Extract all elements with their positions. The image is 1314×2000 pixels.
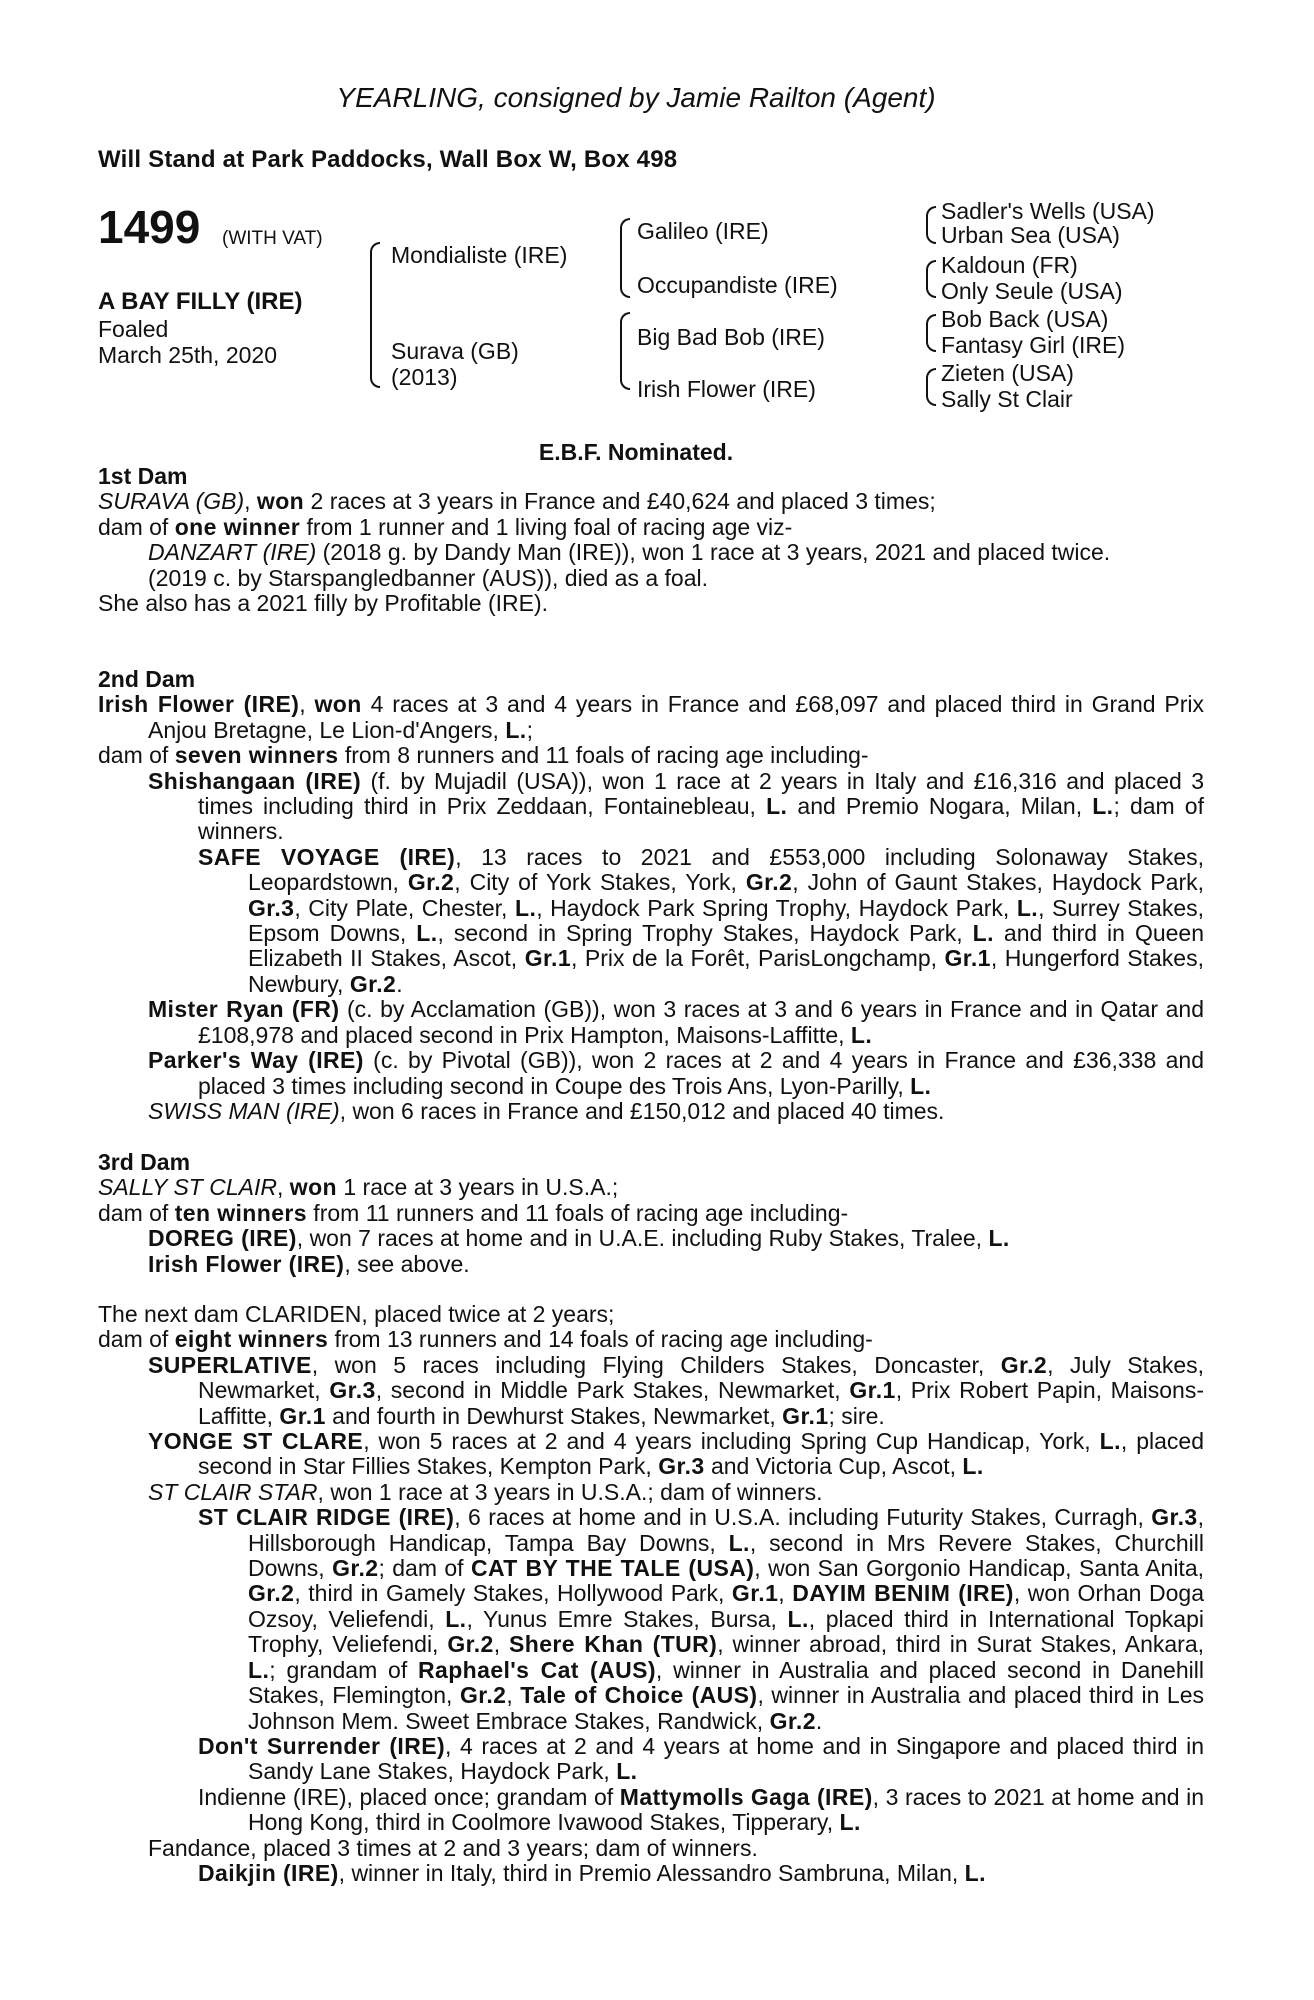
produce-entry: YONGE ST CLARE, won 5 races at 2 and 4 years including Spring Cup Handicap, York, L., placed second in Star Fillies Stakes, Kempton Park, Gr.3 and Victoria Cup, Ascot, L. — [148, 1428, 1205, 1480]
produce-entry: ST CLAIR RIDGE (IRE), 6 races at home and in U.S.A. including Futurity Stakes, Curragh, Gr.3, Hillsborough Handicap, Tampa Bay Downs, L., second in Mrs Revere Stakes, Churchill Downs, Gr.2; dam of CAT BY THE TALE (USA), won San Gorgonio Handicap, Santa Anita, Gr.2, third in Gamely Stakes, Hollywood Park, Gr.1, DAYIM BENIM (IRE), won Orhan Doga Ozsoy, Veliefendi, L., Yunus Emre Stakes, Bursa, L., placed third in International Topkapi Trophy, Veliefendi, Gr.2, Shere Khan (TUR), winner abroad, third in Surat Stakes, Ankara, L.; grandam of Raphael's Cat (AUS), winner in Australia and placed second in Danehill Stakes, Flemington, Gr.2, Tale of Choice (AUS), winner in Australia and placed third in Les Johnson Mem. Sweet Embrace Stakes, Randwick, Gr.2. — [198, 1504, 1205, 1734]
horse-name: A BAY FILLY (IRE) — [98, 288, 303, 315]
sire-dam: Occupandiste (IRE) — [637, 272, 838, 298]
dam-produce-summary: dam of eight winners from 13 runners and 14 foals of racing age including- — [98, 1326, 873, 1353]
produce-entry: (2019 c. by Starspangledbanner (AUS)), died as a foal. — [148, 564, 708, 591]
produce-entry: Fandance, placed 3 times at 2 and 3 years; dam of winners. — [148, 1834, 758, 1861]
produce-entry: Shishangaan (IRE) (f. by Mujadil (USA)), won 1 race at 2 years in Italy and £16,316 and placed 3 times including third in Prix Zeddaan, Fontainebleau, L. and Premio Nogara, Milan, L.; dam of winners. — [148, 767, 1204, 845]
pedigree-brace — [926, 260, 936, 298]
produce-entry: SUPERLATIVE, won 5 races including Flying Childers Stakes, Doncaster, Gr.2, July Stakes, Newmarket, Gr.3, second in Middle Park Stakes, Newmarket, Gr.1, Prix Robert Papin, Maisons-Laffitte, Gr.1 and fourth in Dewhurst Stakes, Newmarket, Gr.1; sire. — [148, 1351, 1204, 1429]
section-heading: 3rd Dam — [98, 1149, 191, 1175]
ebf-note-block — [98, 440, 1204, 465]
dam-sire: Big Bad Bob (IRE) — [637, 324, 825, 350]
sire-dam-sire: Kaldoun (FR) — [941, 252, 1078, 278]
dam-record: SALLY ST CLAIR, won 1 race at 3 years in U.S.A.; — [98, 1174, 619, 1201]
dam-produce-summary: dam of one winner from 1 runner and 1 living foal of racing age viz- — [98, 513, 793, 540]
pedigree-brace — [926, 368, 936, 406]
foaled-label: Foaled — [98, 316, 169, 342]
sire-sire: Galileo (IRE) — [637, 218, 769, 244]
page-title: YEARLING, consigned by Jamie Railton (Agent) — [336, 82, 936, 113]
next-dam-section — [98, 1302, 1204, 1886]
produce-note: She also has a 2021 filly by Profitable (IRE). — [98, 590, 549, 617]
second-dam-section — [98, 667, 1204, 1124]
foaled-date: March 25th, 2020 — [98, 342, 278, 368]
dam-record: Irish Flower (IRE), won 4 races at 3 and 4 years in France and £68,097 and placed third in Grand Prix Anjou Bretagne, Le Lion-d'Angers, L.; — [98, 691, 1204, 743]
pedigree-brace — [926, 314, 936, 352]
sire-sire-dam: Urban Sea (USA) — [941, 222, 1120, 248]
sire-sire-sire: Sadler's Wells (USA) — [941, 198, 1155, 224]
dam-year: (2013) — [391, 364, 458, 390]
dam-produce-summary: dam of seven winners from 8 runners and 11 foals of racing age including- — [98, 742, 869, 769]
pedigree-brace — [620, 218, 630, 298]
dam-sire-dam: Fantasy Girl (IRE) — [941, 332, 1126, 358]
stand-location: Will Stand at Park Paddocks, Wall Box W, Box 498 — [98, 146, 678, 173]
produce-entry: ST CLAIR STAR, won 1 race at 3 years in U.S.A.; dam of winners. — [148, 1478, 823, 1505]
section-heading: 2nd Dam — [98, 666, 196, 692]
produce-entry: Irish Flower (IRE), see above. — [148, 1250, 470, 1277]
dam-record: SURAVA (GB), won 2 races at 3 years in France and £40,624 and placed 3 times; — [98, 488, 936, 515]
pedigree-brace — [926, 206, 936, 244]
produce-entry: Indienne (IRE), placed once; grandam of Mattymolls Gaga (IRE), 3 races to 2021 at home and in Hong Kong, third in Coolmore Ivawood Stakes, Tipperary, L. — [198, 1783, 1205, 1836]
produce-entry: SWISS MAN (IRE), won 6 races in France and £150,012 and placed 40 times. — [148, 1097, 945, 1124]
first-dam-section — [98, 464, 1204, 616]
produce-entry: Mister Ryan (FR) (c. by Acclamation (GB)), won 3 races at 3 and 6 years in France and in Qatar and £108,978 and placed second in Prix Hampton, Maisons-Laffitte, L. — [148, 996, 1204, 1048]
pedigree-brace — [370, 242, 380, 388]
dam-dam-sire: Zieten (USA) — [941, 360, 1074, 386]
produce-entry: Don't Surrender (IRE), 4 races at 2 and 4 years at home and in Singapore and placed third in Sandy Lane Stakes, Haydock Park, L. — [198, 1732, 1204, 1785]
produce-entry: DANZART (IRE) (2018 g. by Dandy Man (IRE)), won 1 race at 3 years, 2021 and placed twice. — [148, 539, 1111, 566]
sire-dam-dam: Only Seule (USA) — [941, 278, 1123, 304]
sire: Mondialiste (IRE) — [391, 242, 568, 268]
produce-entry: DOREG (IRE), won 7 races at home and in U.A.E. including Ruby Stakes, Tralee, L. — [148, 1225, 1010, 1252]
third-dam-section — [98, 1150, 1204, 1277]
pedigree-table — [98, 200, 1204, 430]
dam-record: The next dam CLARIDEN, placed twice at 2 years; — [98, 1301, 615, 1327]
dam-dam-dam: Sally St Clair — [941, 386, 1073, 412]
pedigree-brace — [620, 312, 630, 390]
dam-produce-summary: dam of ten winners from 11 runners and 11 foals of racing age including- — [98, 1199, 849, 1226]
vat-note: (WITH VAT) — [222, 228, 323, 249]
dam: Surava (GB) — [391, 338, 519, 364]
produce-entry: Parker's Way (IRE) (c. by Pivotal (GB)), won 2 races at 2 and 4 years in France and £36,338 and placed 3 times including second in Coupe des Trois Ans, Lyon-Parilly, L. — [148, 1047, 1204, 1099]
dam-sire-sire: Bob Back (USA) — [941, 306, 1109, 332]
dam-dam: Irish Flower (IRE) — [637, 376, 816, 402]
lot-number: 1499 — [98, 201, 201, 253]
ebf-note: E.B.F. Nominated. — [538, 439, 734, 465]
section-heading: 1st Dam — [98, 463, 188, 489]
produce-entry: Daikjin (IRE), winner in Italy, third in Premio Alessandro Sambruna, Milan, L. — [198, 1859, 986, 1886]
produce-entry: SAFE VOYAGE (IRE), 13 races to 2021 and £553,000 including Solonaway Stakes, Leopardstown, Gr.2, City of York Stakes, York, Gr.2, John of Gaunt Stakes, Haydock Park, Gr.3, City Plate, Chester, L., Haydock Park Spring Trophy, Haydock Park, L., Surrey Stakes, Epsom Downs, L., second in Spring Trophy Stakes, Haydock Park, L. and third in Queen Elizabeth II Stakes, Ascot, Gr.1, Prix de la Forêt, ParisLongchamp, Gr.1, Hungerford Stakes, Newbury, Gr.2. — [198, 843, 1205, 997]
